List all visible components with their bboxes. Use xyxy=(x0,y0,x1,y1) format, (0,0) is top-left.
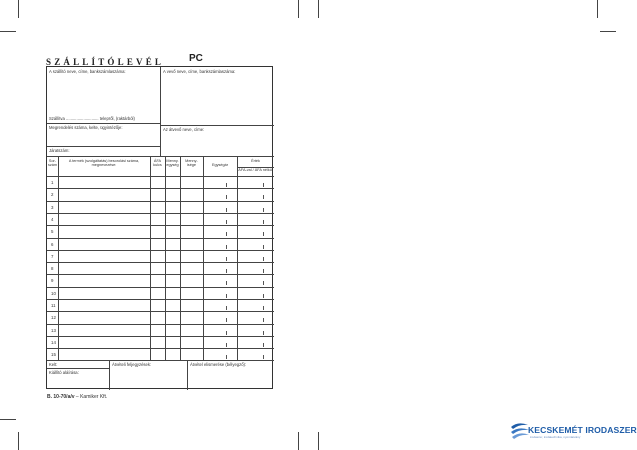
form-code: B. 10-70/a/v xyxy=(47,394,75,400)
row-number: 8 xyxy=(51,266,54,272)
divider xyxy=(160,125,274,126)
row-line xyxy=(47,225,274,226)
row-line xyxy=(47,311,274,312)
row-number: 14 xyxy=(51,339,56,345)
divider xyxy=(47,360,274,361)
divider xyxy=(187,360,188,390)
cents-tick xyxy=(263,306,264,310)
cents-tick xyxy=(263,281,264,285)
row-line xyxy=(47,274,274,275)
crop-mark xyxy=(18,432,19,450)
header-value: Érték xyxy=(251,159,260,163)
cents-tick xyxy=(263,257,264,261)
row-line xyxy=(47,348,274,349)
row-line xyxy=(47,336,274,337)
row-line xyxy=(47,262,274,263)
vehicle-label: Járatszám: xyxy=(49,148,70,153)
divider xyxy=(47,368,109,369)
divider xyxy=(237,167,274,168)
crop-mark xyxy=(298,432,299,450)
row-number: 9 xyxy=(51,278,54,284)
cents-tick xyxy=(263,208,264,212)
header-value-sub: ÁFA-val / ÁFA nélkül xyxy=(238,168,273,172)
header-product: A termék (szolgáltatás) besorolási száma, megnevezése: xyxy=(68,159,140,168)
cents-tick xyxy=(226,208,227,212)
wave-icon xyxy=(510,421,530,439)
crop-mark xyxy=(0,419,16,420)
divider xyxy=(47,123,160,124)
cents-tick xyxy=(263,245,264,249)
cents-tick xyxy=(226,318,227,322)
row-number: 6 xyxy=(51,241,54,247)
brand-tagline: irodaszer, irodatechnika, nyomtatvány xyxy=(530,435,581,439)
brand-name: KECSKEMÉT IRODASZER xyxy=(528,425,637,435)
row-number: 12 xyxy=(51,315,56,321)
row-number: 13 xyxy=(51,327,56,333)
cents-tick xyxy=(226,294,227,298)
cents-tick xyxy=(226,269,227,273)
acknowledgement-label: Átvétel elismerése (bélyegző): xyxy=(190,362,247,367)
row-line xyxy=(47,176,274,177)
header-unit: Menny. egység xyxy=(166,159,179,168)
cents-tick xyxy=(263,195,264,199)
cents-tick xyxy=(226,232,227,236)
brand-logo xyxy=(510,419,637,441)
dispatcher-signature-label: Kiállító aláírása: xyxy=(49,370,79,375)
header-row-no: Sor- szám xyxy=(47,159,58,168)
delivery-note-form xyxy=(46,66,273,389)
row-line xyxy=(47,238,274,239)
header-vat-key: ÁFA kulcs xyxy=(153,159,162,168)
cents-tick xyxy=(263,331,264,335)
row-line xyxy=(47,201,274,202)
column-line xyxy=(58,156,59,360)
supplier-label: A szállító neve, címe, bankszámlaszáma: xyxy=(49,69,126,74)
divider xyxy=(47,146,160,147)
column-line xyxy=(150,156,151,360)
cents-tick xyxy=(263,318,264,322)
column-line xyxy=(237,156,238,360)
cents-tick xyxy=(226,331,227,335)
column-line xyxy=(180,156,181,360)
cents-tick xyxy=(226,281,227,285)
crop-mark xyxy=(318,432,319,450)
header-unit-price: Egységár xyxy=(211,163,229,167)
row-line xyxy=(47,250,274,251)
cents-tick xyxy=(226,355,227,359)
divider xyxy=(109,360,110,390)
shipped-from-label: Szállítva ............................ telepről, (raktárból) xyxy=(49,116,135,121)
receiver-remarks-label: Átvételi feljegyzések: xyxy=(112,362,152,367)
cents-tick xyxy=(226,195,227,199)
cents-tick xyxy=(263,232,264,236)
header-quantity: Menny- isége xyxy=(185,159,198,168)
cents-tick xyxy=(263,355,264,359)
crop-mark xyxy=(318,0,319,18)
row-number: 5 xyxy=(51,229,54,235)
document-title: SZÁLLÍTÓLEVÉL xyxy=(46,57,165,67)
row-number: 1 xyxy=(51,180,54,185)
cents-tick xyxy=(263,183,264,187)
divider xyxy=(47,156,274,157)
row-number: 2 xyxy=(51,192,54,198)
buyer-label: A vevő neve, címe, bankszámlaszáma: xyxy=(163,69,236,74)
crop-mark xyxy=(18,0,19,18)
row-line xyxy=(47,299,274,300)
row-line xyxy=(47,188,274,189)
footer-separator: – xyxy=(75,394,79,400)
cents-tick xyxy=(263,269,264,273)
row-line xyxy=(47,287,274,288)
row-line xyxy=(47,324,274,325)
crop-mark xyxy=(0,31,16,32)
row-number: 4 xyxy=(51,216,54,222)
row-number: 3 xyxy=(51,204,54,210)
cents-tick xyxy=(226,183,227,187)
crop-mark xyxy=(597,0,598,18)
date-label: Kelt: xyxy=(49,362,58,367)
recipient-label: Az átvevő neve, címe: xyxy=(163,127,205,132)
row-number: 11 xyxy=(51,303,56,308)
crop-mark xyxy=(600,31,616,32)
row-number: 7 xyxy=(51,253,54,259)
cents-tick xyxy=(226,257,227,261)
cents-tick xyxy=(226,306,227,310)
column-line xyxy=(203,156,204,360)
column-line xyxy=(165,156,166,360)
cents-tick xyxy=(226,245,227,249)
row-number: 10 xyxy=(51,290,56,296)
code-mark: PC xyxy=(189,53,203,64)
row-number: 15 xyxy=(51,352,56,358)
cents-tick xyxy=(263,343,264,347)
crop-mark xyxy=(298,0,299,18)
form-footer xyxy=(47,394,107,400)
cents-tick xyxy=(226,343,227,347)
divider xyxy=(160,67,161,156)
cents-tick xyxy=(263,294,264,298)
order-label: Megrendelés száma, kelte, ügyintézője: xyxy=(49,125,123,130)
cents-tick xyxy=(263,220,264,224)
cents-tick xyxy=(226,220,227,224)
row-line xyxy=(47,213,274,214)
publisher: Kamiker Kft. xyxy=(80,394,108,400)
